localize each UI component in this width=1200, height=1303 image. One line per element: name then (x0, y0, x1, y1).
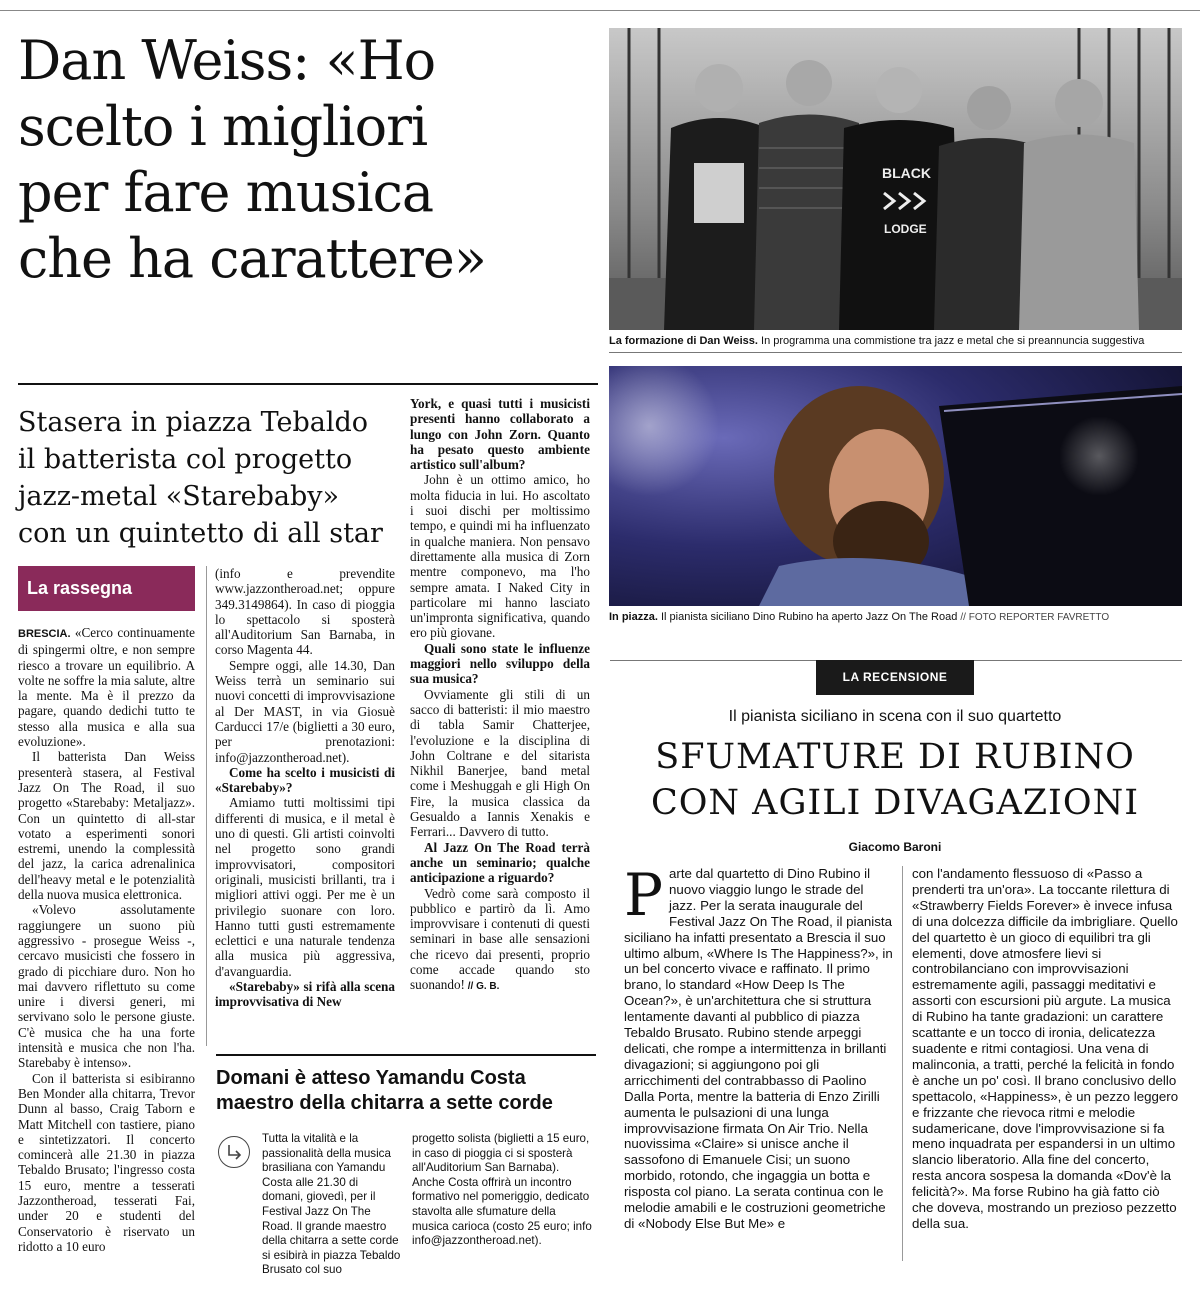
box-top-rule (216, 1054, 596, 1056)
shirt-text: LODGE (884, 222, 927, 236)
section-label: La rassegna (18, 566, 195, 611)
subheadline (18, 404, 398, 552)
box-title-line: Domani è atteso Yamandu Costa (216, 1067, 526, 1089)
article-column-2 (215, 566, 395, 1010)
article-paragraph: Vedrò come sarà composto il pubblico e partirò da lì. Amo improvvisare i contenuti di questi seminari in base alle sensazioni che ricevo dai presenti, proprio come accade quando sto suonando! // G. B. (410, 885, 590, 993)
interview-question: Quali sono state le influenze maggiori nello sviluppo della sua musica? (410, 640, 590, 687)
review-byline: Giacomo Baroni (848, 840, 942, 854)
column-divider (206, 566, 207, 1046)
shirt-text: BLACK (882, 165, 931, 181)
headline-line: Dan Weiss: «Ho (18, 29, 436, 92)
headline (18, 28, 598, 292)
article-paragraph: (info e prevendite www.jazzontheroad.net; oppure 349.3149864). In caso di pioggia lo spettacolo si sposterà all'Auditorium San Barnaba, in corso Magenta 44. (215, 566, 395, 658)
review-column-1: Parte dal quartetto di Dino Rubino il nuovo viaggio lungo le strade del jazz. Per la serata inaugurale del Festival Jazz On The Road, il pianista siciliano ha infatti presentato a Brescia il suo ultimo album, «Where Is The Happiness?», in un bel concerto vivace e raffinato. Il primo brano, lo standard «How Deep Is The Ocean?», è un'architettura che si struttura lentamente davanti al pubblico di piazza Tebaldo Brusato. Rubino stende arpeggi delicati, che rompe a intermittenza in brillanti divagazioni; si aggiungono poi gli arricchimenti del contrabbasso di Paolino Dalla Porta, mentre la batteria di Enzo Zirilli aumenta le pulsazioni di una lunga improvvisazione firmata On Air Trio. Nella nuovissima «Claire» si unisce anche il sassofono di Emanuele Cisi; un suono morbido, rotondo, che ingaggia un botta e risposta col piano. La serata continua con le melodie amabili e le costruzioni geometriche di «Nobody Else But Me» e (624, 861, 893, 1231)
top-rule (0, 10, 1200, 11)
article-paragraph: Sempre oggi, alle 14.30, Dan Weiss terrà un seminario sui nuovi concetti di improvvisazione al Der MAST, in via Giosuè Carducci 17/e (biglietti a 30 euro, per prenotazioni: info@jazzontheroad.net). (215, 657, 395, 765)
article-paragraph: Con il batterista si esibiranno Ben Monder alla chitarra, Trevor Dunn al basso, Craig Taborn e Matt Mitchell con tastiere, piano e sintetizzatori. Il concerto comincerà alle 21.30 in piazza Tebaldo Brusato; l'ingresso costa 15 euro, mentre a tesserati Jazzontheroad, tesserati Fai, under 20 e studenti del Conservatorio è riservato un ridotto a 10 euro (18, 1070, 195, 1254)
arrow-icon (218, 1136, 250, 1168)
article-paragraph: Amiamo tutti moltissimi tipi differenti di musica, e il metal è uno di questi. Gli artisti coinvolti nel progetto sono grandi improvvisatori, compositori originali, musicisti brillanti, tra i migliori attivi oggi. Per me è un privilegio suonare con loro. Hanno tutti gusti estremamente eclettici e una naturale tendenza alla musica più aggressiva, d'avanguardia. (215, 795, 395, 979)
subhead-line: con un quintetto di all star (18, 518, 383, 549)
pianist-photo-image (609, 366, 1182, 606)
caption-text: Il pianista siciliano Dino Rubino ha aperto Jazz On The Road (657, 611, 961, 623)
arrow-icon-glyph (219, 1137, 249, 1167)
review-title-line: SFUMATURE DI RUBINO (655, 737, 1135, 777)
caption-lead: La formazione di Dan Weiss. (609, 335, 758, 347)
caption-lead: In piazza. (609, 611, 658, 623)
dateline: BRESCIA. (18, 628, 71, 640)
drop-cap: P (624, 861, 664, 929)
pianist-photo-caption (609, 610, 1182, 625)
band-photo-caption (609, 334, 1182, 348)
box-column-2: progetto solista (biglietti a 15 euro, in caso di pioggia ci si sposterà all'Auditorium San Barnaba). Anche Costa offrirà un incontro formativo nel pomeriggio, dedicato stavolta alle sfumature della musica carioca (costo 25 euro; info info@jazzontheroad.net). (412, 1132, 592, 1248)
headline-line: che ha carattere» (18, 227, 486, 290)
pianist-photo (609, 366, 1182, 606)
review-kicker: Il pianista siciliano in scena con il suo quartetto (728, 708, 1062, 725)
photo-credit: // FOTO REPORTER FAVRETTO (960, 612, 1110, 623)
review-title-line: CON AGILI DIVAGAZIONI (650, 783, 1140, 823)
review-column-divider (902, 866, 903, 1261)
interview-question: «Starebaby» si rifà alla scena improvvisativa di New (215, 979, 395, 1010)
subhead-line: jazz-metal «Starebaby» (18, 481, 340, 512)
box-title (216, 1066, 596, 1116)
interview-question: Come ha scelto i musicisti di «Starebaby»? (215, 764, 395, 796)
band-photo-image (609, 28, 1182, 330)
signature: // G. B. (464, 981, 500, 993)
headline-line: scelto i migliori (18, 95, 428, 158)
article-paragraph: Il batterista Dan Weiss presenterà stasera, al Festival Jazz On The Road, il suo progetto «Starebaby: Metaljazz». Con un quintetto di all-star votato a esperimenti sonori estremi, unendo la complessità del jazz, la carica adrenalinica dell'heavy metal e le potenzialità della nuova musica elettronica. (18, 749, 195, 903)
review-label: LA RECENSIONE (816, 660, 974, 695)
headline-line: per fare musica (18, 161, 434, 224)
review-column-2: con l'andamento flessuoso di «Passo a prenderti tra un'ora». La toccante rilettura di «Strawberry Fields Forever» è invece infusa di una dolcezza difficile da imbrigliare. Quello del quartetto è un gioco di equilibri tra gli elementi, dove atmosfere lievi si controbilanciano con improvvisazioni estremamente agili, passaggi meditativi e assorti con escursioni più argute. La musica di Rubino ha tante gradazioni: un carattere scattante e un tocco di ironia, delicatezza suadente e ritmi contagiosi. Una vena di malinconia, a tratti, perché la felicità in fondo è anche un po' così. Il brano conclusivo dello spettacolo, «Happiness», è un pezzo leggero e frizzante che rievoca ritmi e melodie sudamericane, dove l'improvvisazione si fa meno inquadrata per espandersi in un ultimo slancio liberatorio. Alla fine del concerto, resta ancora sospesa la domanda «Dov'è la felicità?». Ma forse Rubino ha già fatto ciò che doveva, mostrando un prezioso pezzetto della sua. (912, 866, 1179, 1231)
article-paragraph: BRESCIA. «Cerco continuamente di spingermi oltre, e non sempre riesco a trovare un equilibrio. A volte ne soffre la mia salute, altre la mente. Ma è il prezzo da pagare, quando dedichi tutto te stesso alla musica e alla sua evoluzione». (18, 625, 195, 750)
article-column-1 (18, 625, 195, 1254)
box-column-1: Tutta la vitalità e la passionalità della musica brasiliana con Yamandu Costa alle 21.30 di domani, giovedì, per il Festival Jazz On The Road. Il grande maestro della chitarra a sette corde si esibirà in piazza Tebaldo Brusato col suo (262, 1132, 401, 1277)
article-paragraph: Ovviamente gli stili di un sacco di batteristi: il mio maestro di tabla Samir Chatterjee, l'evoluzione e la disciplina di John Coltrane e del sitarista Nikhil Banerjee, band metal come i Meshuggah e gli High On Fire, la musica classica da Gesualdo a Iannis Xenakis e Ferrari... Davvero di tutto. (410, 686, 590, 840)
caption-text: In programma una commistione tra jazz e metal che si preannuncia suggestiva (757, 335, 1145, 347)
box-title-line: maestro della chitarra a sette corde (216, 1092, 553, 1114)
subhead-line: il batterista col progetto (18, 444, 353, 475)
review-title (610, 734, 1180, 826)
photo1-rule (609, 352, 1182, 353)
subhead-line: Stasera in piazza Tebaldo (18, 407, 369, 438)
article-paragraph: «Volevo assolutamente raggiungere un suono più aggressivo - prosegue Weiss -, cercavo musicisti che fossero in grado di picchiare duro. Non ho mai davvero riflettuto su come unire i diversi generi, mi servivano solo le persone giuste. C'è musica che ha una forte intensità e musica che non l'ha. Starebaby è intenso». (18, 902, 195, 1071)
band-photo (609, 28, 1182, 330)
article-column-3 (410, 396, 590, 995)
interview-question: York, e quasi tutti i musicisti presenti hanno collaborato a lungo con John Zorn. Quanto ha pesato questo ambiente artistico sull'album? (410, 396, 590, 473)
article-paragraph: John è un ottimo amico, ho molta fiducia in lui. Ho ascoltato i suoi dischi per moltissimo tempo, e quindi mi ha influenzato in qualche maniera. Non pensavo direttamente alla musica di Zorn mentre componevo, ma l'ho sempre amata. I Naked City in particolare mi hanno lasciato un'impronta significativa, quando ero più giovane. (410, 472, 590, 641)
interview-question: Al Jazz On The Road terrà anche un seminario; qualche anticipazione a riguardo? (410, 839, 590, 886)
headline-rule (18, 383, 598, 385)
